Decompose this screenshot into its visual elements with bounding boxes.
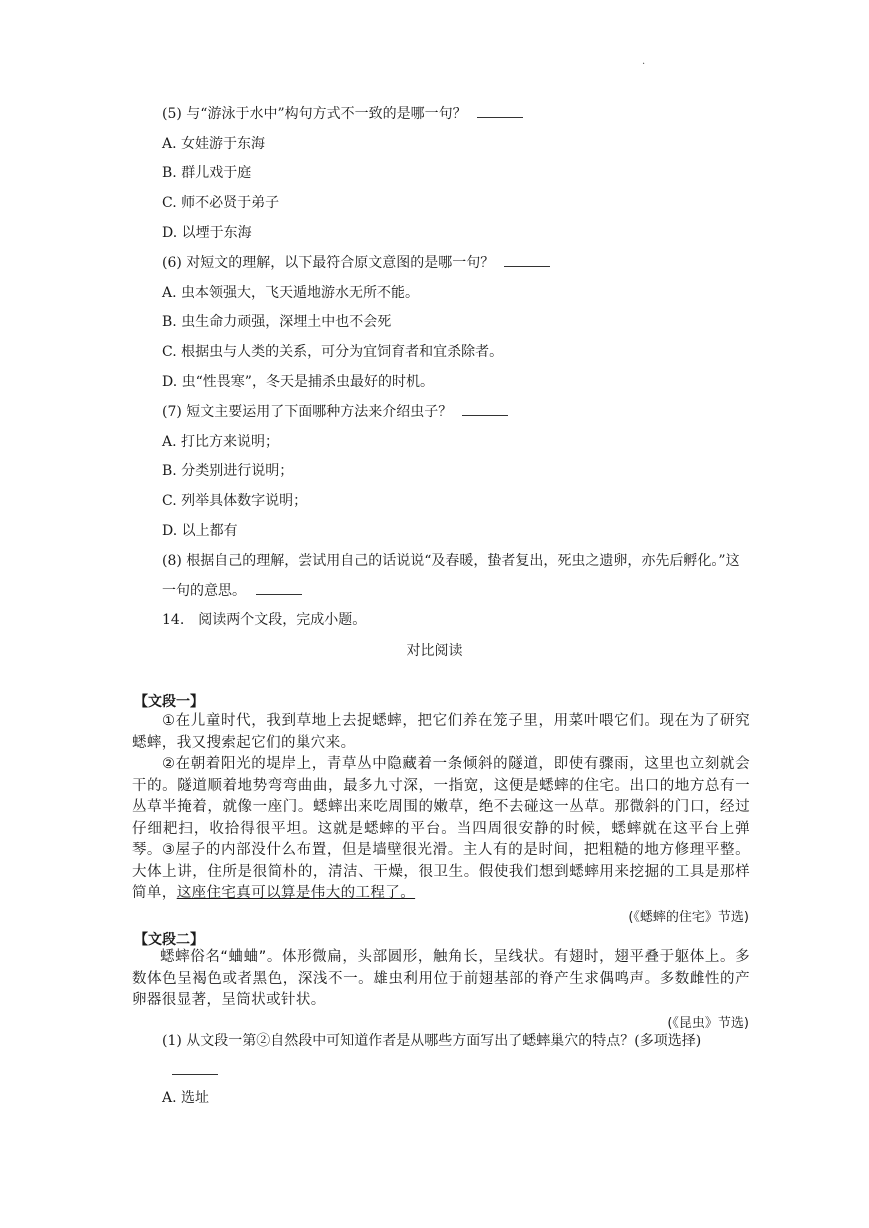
- answer-blank[interactable]: [172, 1062, 218, 1075]
- q8-stem: (8) 根据自己的理解，尝试用自己的话说说“及春暖，蛰者复出，死虫之遗卵，亦先后孵化。”这一句的意思。: [162, 553, 740, 599]
- q6-stem: (6) 对短文的理解，以下最符合原文意图的是哪一句？: [162, 253, 550, 273]
- q6-option-d: D. 虫“性畏寒”，冬天是捕杀虫最好的时机。: [162, 374, 434, 390]
- passage1-p1: ①在儿童时代，我到草地上去捉蟋蟀，把它们养在笼子里，用菜叶喂它们。现在为了研究蟋蟀，我又搜索起它们的巢穴来。: [132, 713, 750, 751]
- q6-option-c: C. 根据虫与人类的关系，可分为宜饲育者和宜杀除者。: [162, 344, 504, 360]
- passage2-p1: 蟋蟀俗名“蛐蛐”。体形微扁，头部圆形，触角长，呈线状。有翅时，翅平叠于躯体上。多数体色呈褐色或者黑色，深浅不一。雄虫利用位于前翅基部的脊产生求偶鸣声。多数雌性的产卵器很显著，呈筒状或针状。: [132, 949, 750, 1008]
- q7-stem: (7) 短文主要运用了下面哪种方法来介绍虫子？: [162, 402, 508, 422]
- passage1-p3: ③屋子的内部没什么布置，但是墙壁很光滑。主人有的是时间，把粗糙的地方修理平整。大体上讲，住所是很简朴的，清洁、干燥，很卫生。假使我们想到蟋蟀用来挖掘的工具是那样简单，这座住宅真可以算是伟大的工程了。: [132, 842, 750, 901]
- q14-heading: 14. 阅读两个文段，完成小题。: [162, 612, 367, 628]
- q7-option-b: B. 分类别进行说明；: [162, 463, 294, 479]
- q14-1-stem: (1) 从文段一第②自然段中可知道作者是从哪些方面写出了蟋蟀巢穴的特点？(多项选择): [162, 1026, 740, 1086]
- q5-option-c: C. 师不必贤于弟子: [162, 195, 280, 211]
- q7-option-d: D. 以上都有: [162, 523, 238, 539]
- q14-1-option-a: A. 选址: [162, 1090, 210, 1106]
- q5-option-a: A. 女娃游于东海: [162, 136, 266, 152]
- answer-blank[interactable]: [462, 403, 508, 416]
- passage1-p2: ②在朝着阳光的堤岸上，青草丛中隐藏着一条倾斜的隧道，即使有骤雨，这里也立刻就会干的。隧道顺着地势弯弯曲曲，最多九寸深，一指宽，这便是蟋蟀的住宅。出口的地方总有一丛草半掩着，就像一座门。蟋蟀出来吃周围的嫩草，绝不去碰这一丛草。那微斜的门口，经过仔细耙扫，收拾得很平坦。这就是蟋蟀的平台。当四周很安静的时候，蟋蟀就在这平台上弹琴。: [132, 756, 750, 858]
- q7-option-c: C. 列举具体数字说明；: [162, 493, 308, 509]
- q6-option-b: B. 虫生命力顽强，深埋土中也不会死: [162, 314, 392, 330]
- answer-blank[interactable]: [504, 254, 550, 267]
- q5-option-d: D. 以堙于东海: [162, 225, 252, 241]
- answer-blank[interactable]: [256, 582, 302, 595]
- answer-blank[interactable]: [477, 105, 523, 118]
- q6-option-a: A. 虫本领强大，飞天遁地游水无所不能。: [162, 285, 420, 301]
- corner-mark: .: [642, 56, 646, 67]
- passage1-heading: 【文段一】: [134, 694, 204, 710]
- q5-option-b: B. 群儿戏于庭: [162, 165, 252, 181]
- reading-title: 对比阅读: [406, 643, 463, 659]
- underlined-sentence: 这座住宅真可以算是伟大的工程了。: [176, 885, 416, 901]
- passage1-source: (《蟋蟀的住宅》节选): [628, 910, 749, 925]
- passage2-heading: 【文段二】: [134, 932, 204, 948]
- passage2-source: (《昆虫》节选): [667, 1016, 749, 1031]
- q5-stem: (5) 与“游泳于水中”构句方式不一致的是哪一句？: [162, 104, 523, 124]
- q7-option-a: A. 打比方来说明；: [162, 434, 280, 450]
